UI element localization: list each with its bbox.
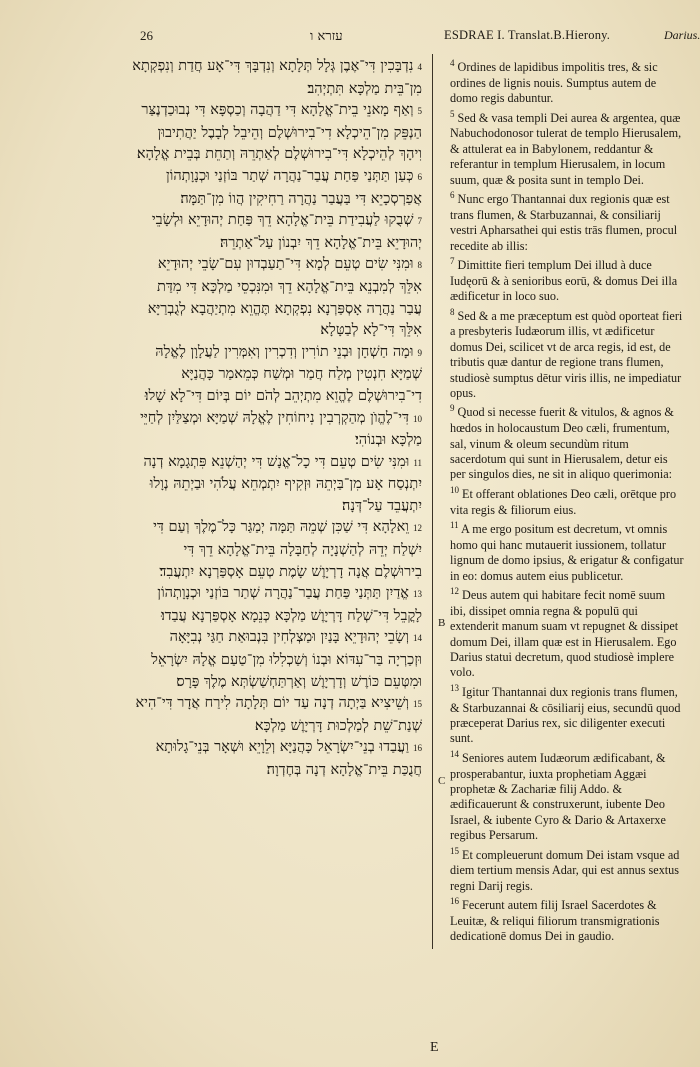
verse-text: וּמִנִּי שִׂים טְעֵם לְמָא דִּי־תַעַבְדוּן עִם־שָׂבֵי יְהוּדָיֵא אִלֵּךְ לְמִבְנֵא בֵּית־אֱלָהָא דֵךְ וּמִנִּכְסֵי מַלְכָּא דִּי מִדַּת עֲבַר נַהֲרָה אָסְפַּרְנָא נִפְקְתָא תֶּהֱוֵא מִתְיַהֲבָא לְגֻבְרַיָּא אִלֵּךְ דִּי־לָא לְבַטָּלָא׃ (147, 256, 422, 339)
verse-text: Sed & vasa templi Dei aurea & argentea, quæ Nabuchodonosor tulerat de templo Hierusalem, & attulerat ea in Babylonem, reddantur & referantur in templum Hierusalem, in locum suum, quæ & posita sunt in templo Dei. (450, 110, 682, 187)
hebrew-verse (132, 693, 422, 737)
verse-number: 16 (413, 743, 422, 754)
verse-text: וּמָה חַשְׁחָן וּבְנֵי תוֹרִין וְדִכְרִין וְאִמְּרִין לַעֲלָוָן לֶאֱלָהּ שְׁמַיָּא חִנְטִין מְלַח חֲמַר וּמְשַׁח כְּמֵאמַר כָּהֲנַיָּא דִי־בִירוּשְׁלֶם לֶהֱוֵא מִתְיְהֵב לְהֹם יוֹם בְּיוֹם דִּי־לָא שָׁלוּ׃ (144, 343, 422, 404)
verse-number: 5 (417, 106, 422, 117)
hebrew-verse (132, 627, 422, 693)
hebrew-verse (132, 56, 422, 100)
latin-verse (450, 56, 684, 107)
verse-number: 13 (450, 682, 459, 693)
latin-verse (450, 894, 684, 945)
latin-verse (450, 188, 684, 254)
verse-number: 13 (413, 589, 422, 600)
verse-number: 9 (417, 347, 422, 358)
verse-text: אֱדַיִן תַּתְּנַי פַּחַת עֲבַר־נַהֲרָה שְׁתַר בּוֹזְנַי וּכְנָוָתְהוֹן לָקֳבֵל דִּי־שְׁלַח דָּרְיָוֶשׁ מַלְכָּא כְּנֵמָא אָסְפַּרְנָא עֲבַדוּ׃ (157, 585, 422, 624)
latin-verse (450, 518, 684, 584)
page-number: 26 (140, 28, 153, 43)
verse-text: שְׁבֻקוּ לַעֲבִידַת בֵּית־אֱלָהָא דֵךְ פַּחַת יְהוּדָיֵא וּלְשָׂבֵי יְהוּדָיֵא בֵּית־אֱלָהָא דֵךְ יִבְנוֹן עַל־אַתְרֵהּ׃ (151, 212, 422, 251)
latin-verse (450, 584, 684, 681)
latin-verse (450, 483, 684, 518)
verse-number: 14 (450, 748, 459, 759)
margin-letter-b: B (438, 617, 446, 629)
verse-number: 11 (450, 520, 459, 530)
verse-number: 8 (417, 260, 422, 271)
latin-verse (450, 401, 684, 482)
latin-verse (450, 681, 684, 747)
verse-number: 15 (413, 699, 422, 710)
verse-number: 4 (450, 58, 455, 68)
hebrew-verse (132, 166, 422, 210)
verse-text: Nunc ergo Thantannai dux regionis quæ est trans flumen, & Starbuzannai, & consiliarij vestri Apharsathei qui estis trās flumen, procul recedite ab illis: (450, 192, 678, 253)
latin-verse (450, 107, 684, 188)
hebrew-column (132, 56, 422, 782)
hebrew-verse (132, 210, 422, 254)
verse-text: Dimittite fieri templum Dei illud à duce Iudęorū & à senioribus eorū, & domus Dei illa ædificetur in loco suo. (450, 258, 678, 304)
hebrew-verse (132, 737, 422, 781)
margin-letter-c: C (438, 775, 446, 787)
verse-text: A me ergo positum est decretum, vt omnis homo qui hanc mutauerit iussionem, tollatur lignum de domo ipsius, & erigatur & configatur in eo: domus autem eius publicetur. (450, 522, 684, 583)
hebrew-verse (132, 254, 422, 341)
hebrew-verse (132, 342, 422, 408)
verse-number: 12 (413, 523, 422, 534)
verse-number: 11 (413, 457, 422, 468)
verse-text: Seniores autem Iudæorum ædificabant, & prosperabantur, iuxta prophetiam Aggæi prophetæ & Zachariæ filij Addo. & ædificauerunt & construxerunt, iubente Deo Israel, & iubente Cyro & Dario & Artaxerxe regibus Persarum. (450, 751, 666, 843)
latin-verse (450, 844, 684, 895)
hebrew-book-title: עזרא ו (310, 29, 343, 44)
latin-column (450, 56, 684, 945)
verse-number: 4 (417, 62, 422, 72)
hebrew-verse (132, 408, 422, 452)
verse-text: וֵאלָהָא דִּי שַׁכִּן שְׁמֵהּ תַּמָּה יְמַגַּר כָּל־מֶלֶךְ וְעַם דִּי יִשְׁלַח יְדֵהּ לְהַשְׁנָיָה לְחַבָּלָה בֵּית־אֱלָהָא דֵךְ דִּי בִירוּשְׁלֶם אֲנָה דָרְיָוֶשׁ שָׂמֶת טְעֵם אָסְפַּרְנָא יִתְעֲבִד׃ (153, 519, 422, 580)
verse-number: 7 (450, 256, 455, 266)
latin-verse (450, 254, 684, 305)
verse-number: 10 (413, 413, 422, 424)
verse-number: 14 (413, 633, 422, 644)
footer-letter: E (430, 1040, 439, 1055)
verse-text: Et offerant oblationes Deo cæli, orētque pro vita regis & filiorum eius. (450, 487, 677, 517)
verse-number: 5 (450, 108, 455, 119)
verse-text: Sed & a me præceptum est quòd oporteat fieri a presbyteris Iudæorum illis, vt ædificetur domus Dei, scilicet vt de arca regis, id est, de tributis quæ dantur de regione trans flumen, studiosè sumptus dētur viris illis, ne impediatur opus. (450, 308, 683, 400)
hebrew-verse (132, 583, 422, 627)
verse-text: Fecerunt autem filij Israel Sacerdotes & Leuitæ, & reliqui filiorum transmigrationis dedicationē domus Dei in gaudio. (450, 898, 660, 944)
verse-text: וַעֲבַדוּ בְנֵי־יִשְׂרָאֵל כָּהֲנַיָּא וְלֵוָיֵא וּשְׁאָר בְּנֵי־גָלוּתָא חֲנֻכַּת בֵּית־אֱלָהָא דְנָה בְּחֶדְוָה׃ (155, 739, 422, 778)
verse-number: 16 (450, 896, 459, 907)
verse-text: כְּעַן תַּתְּנַי פַּחַת עֲבַר־נַהֲרָה שְׁתַר בּוֹזְנַי וּכְנָוָתְהוֹן אֲפַרְסְכָיֵא דִּי בַּעֲבַר נַהֲרָה רַחִיקִין הֲווֹ מִן־תַּמָּה׃ (165, 167, 422, 207)
verse-text: Igitur Thantannai dux regionis trans flumen, & Starbuzannai & cōsiliarij eius, secundū quod præceperat Darius rex, sic diligenter executi sunt. (450, 685, 681, 746)
latin-verse (450, 747, 684, 844)
verse-text: דִּי־לֶהֱוֺן מְהַקְרְבִין נִיחוֹחִין לֶאֱלָהּ שְׁמַיָּא וּמְצַלַּיִן לְחַיֵּי מַלְכָּא וּבְנוֹהִי׃ (140, 409, 422, 449)
verse-number: 9 (450, 403, 455, 414)
verse-number: 8 (450, 306, 455, 317)
verse-number: 10 (450, 484, 459, 495)
verse-number: 15 (450, 845, 459, 856)
column-divider (432, 54, 433, 949)
latin-book-title: ESDRAE I. Translat.B.Hierony. (444, 28, 611, 42)
page-header (0, 28, 700, 50)
verse-text: Quod si necesse fuerit & vitulos, & agnos & hœdos in holocaustum Deo cæli, frumentum, sal, vinum & oleum secundùm ritum sacerdotum qui sunt in Hierusalem, detur eis per singulos dies, ne sit in aliquo querimonia: (450, 405, 674, 482)
hebrew-verse (132, 517, 422, 583)
verse-number: 6 (417, 171, 422, 182)
verse-text: Ordines de lapidibus impolitis tres, & sic ordines de lignis nouis. Sumptus autem de domo regis dabuntur. (450, 60, 658, 106)
latin-verse (450, 305, 684, 402)
verse-text: וְשָׂבֵי יְהוּדָיֵא בָּנַיִן וּמַצְלְחִין בִּנְבוּאַת חַגַּי נְבִיָּאָה וּזְכַרְיָה בַּר־עִדּוֹא וּבְנוֹ וְשַׁכְלִלוּ מִן־טַעַם אֱלָהּ יִשְׂרָאֵל וּמִטְּעֵם כּוֹרֶשׁ וְדָרְיָוֶשׁ וְאַרְתַּחְשַׁשְׂתְּא מֶלֶךְ פָּרָס׃ (151, 629, 422, 690)
running-head: Darius. (664, 28, 700, 42)
verse-number: 7 (417, 216, 422, 227)
hebrew-verse (132, 100, 422, 166)
verse-text: וְשֵׁיצִיא בַּיְתָה דְנָה עַד יוֹם תְּלָתָה לִירַח אֲדָר דִּי־הִיא שְׁנַת־שֵׁת לְמַלְכוּת דָּרְיָוֶשׁ מַלְכָּא׃ (135, 695, 422, 734)
verse-number: 12 (450, 586, 459, 596)
verse-text: וְאַף מָאנֵי בֵית־אֱלָהָא דִּי דַהֲבָה וְכַסְפָּא דִּי נְבוּכַדְנֶצַּר הַנְפֵּק מִן־הֵיכְלָא דִי־בִירוּשְׁלֶם וְהֵיבֵל לְבָבֶל יַהֲתִיבוּן וִיהָךְ לְהֵיכְלָא דִּי־בִירוּשְׁלֶם לְאַתְרֵהּ וְתַחֵת בְּבֵית אֱלָהָא׃ (136, 102, 422, 163)
verse-text: Et compleuerunt domum Dei istam vsque ad diem tertium mensis Adar, qui est annus sextus regni Darij regis. (450, 848, 680, 893)
verse-number: 6 (450, 190, 455, 200)
hebrew-verse (132, 452, 422, 518)
verse-text: וּמִנִּי שִׂים טְעֵם דִּי כָל־אֱנָשׁ דִּי יְהַשְׁנֵא פִּתְגָמָא דְנָה יִתְנְסַח אָע מִן־בַּיְתֵהּ וּזְקִיף יִתְמְחֵא עֲלֹהִי וּבַיְתֵהּ נְוָלוּ יִתְעֲבֵד עַל־דְּנָה׃ (143, 453, 422, 514)
verse-text: Deus autem qui habitare fecit nomē suum ibi, dissipet omnia regna & populū qui extenderit manum suam vt repugnet & dissipet domum Dei, illam quæ est in Hierusalem. Ego Darius statui decretum, quod studiosè implere volo. (450, 588, 679, 680)
verse-text: נִדְבָּכִין דִּי־אֶבֶן גְּלָל תְּלָתָא וְנִדְבָּךְ דִּי־אָע חֲדַת וְנִפְקְתָא מִן־בֵּית מַלְכָּא תִּתְיְהִב׃ (132, 58, 422, 97)
